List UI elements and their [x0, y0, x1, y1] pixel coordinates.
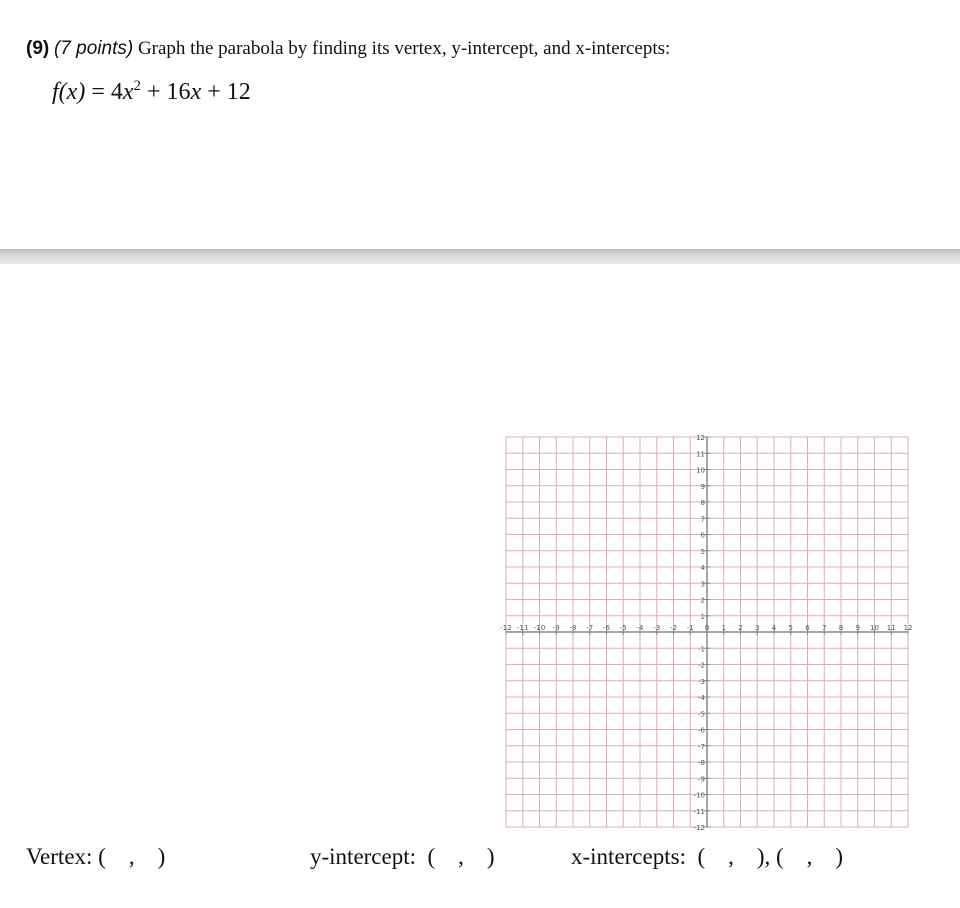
y-tick-label: -7	[698, 742, 705, 751]
y-tick-label: -1	[698, 645, 705, 654]
question-prompt	[26, 38, 670, 60]
question-number: (9)	[26, 38, 50, 59]
y-tick-label: 7	[700, 515, 705, 524]
x-tick-label: 11	[886, 624, 896, 632]
x-tick-label: -1	[686, 624, 694, 632]
y-intercept-answer[interactable]: y-intercept: ( , )	[310, 844, 495, 869]
y-tick-label: -11	[693, 807, 705, 816]
y-tick-label: -10	[693, 791, 705, 800]
x-tick-label: 10	[870, 624, 879, 632]
x-tick-label: -7	[586, 624, 594, 632]
vertex-answer[interactable]: Vertex: ( , )	[26, 844, 166, 869]
x-tick-label: -6	[603, 624, 610, 632]
y-tick-label: -4	[698, 694, 705, 702]
x-tick-label: -8	[569, 624, 577, 632]
y-tick-label: -12	[693, 824, 705, 832]
equation-x2: x	[190, 79, 202, 105]
y-tick-label: -5	[698, 710, 705, 719]
equation-rest2: + 12	[201, 79, 251, 105]
y-tick-label: 12	[696, 434, 705, 442]
y-tick-label: -6	[698, 726, 705, 735]
x-tick-label: 5	[788, 624, 793, 632]
x-tick-label: -3	[653, 624, 661, 632]
x-tick-label: 6	[805, 624, 810, 632]
equation-rest1: + 16	[141, 79, 191, 105]
y-tick-label: -2	[698, 661, 705, 670]
y-tick-label: -3	[698, 677, 705, 686]
y-tick-label: 2	[700, 596, 705, 605]
y-tick-label: 9	[700, 482, 705, 491]
coordinate-grid[interactable]	[500, 434, 913, 832]
x-tick-label: 4	[771, 624, 777, 632]
x-tick-label: -5	[619, 624, 627, 632]
x-intercepts-answer[interactable]: x-intercepts: ( , ), ( , )	[571, 844, 844, 869]
x-tick-label: 1	[721, 624, 726, 632]
x-tick-label: -4	[636, 624, 644, 632]
x-tick-label: 2	[738, 624, 743, 632]
y-tick-label: -8	[698, 759, 705, 767]
x-tick-label: -10	[533, 624, 546, 632]
question-points: (7 points)	[53, 38, 134, 59]
x-tick-label: 3	[755, 624, 760, 632]
y-tick-label: 6	[700, 531, 705, 540]
y-tick-label: 1	[700, 612, 705, 621]
section-divider	[0, 249, 960, 264]
equation-x: x	[122, 79, 134, 105]
y-tick-label: 4	[700, 564, 705, 572]
x-tick-label: 12	[903, 624, 913, 632]
equation-exponent: 2	[133, 78, 142, 94]
x-tick-label: 7	[822, 624, 827, 632]
equation	[52, 78, 251, 106]
equation-eq: = 4	[85, 79, 123, 105]
y-tick-label: 5	[700, 547, 705, 556]
y-tick-label: 3	[700, 580, 705, 589]
x-tick-label: -2	[670, 624, 677, 632]
x-tick-label: 9	[855, 624, 860, 632]
question-text: Graph the parabola by finding its vertex, y-intercept, and x-intercepts:	[137, 38, 671, 59]
y-tick-label: 8	[700, 499, 705, 507]
x-tick-label: 8	[838, 624, 844, 632]
equation-lhs: f(x)	[52, 79, 86, 105]
x-tick-label: -12	[500, 624, 512, 632]
x-tick-label: -9	[552, 624, 560, 632]
y-tick-label: -9	[698, 775, 705, 784]
x-tick-label: -11	[517, 624, 529, 632]
y-tick-label: 10	[696, 466, 705, 475]
y-tick-label: 11	[696, 450, 705, 459]
x-tick-label: 0	[704, 624, 710, 632]
